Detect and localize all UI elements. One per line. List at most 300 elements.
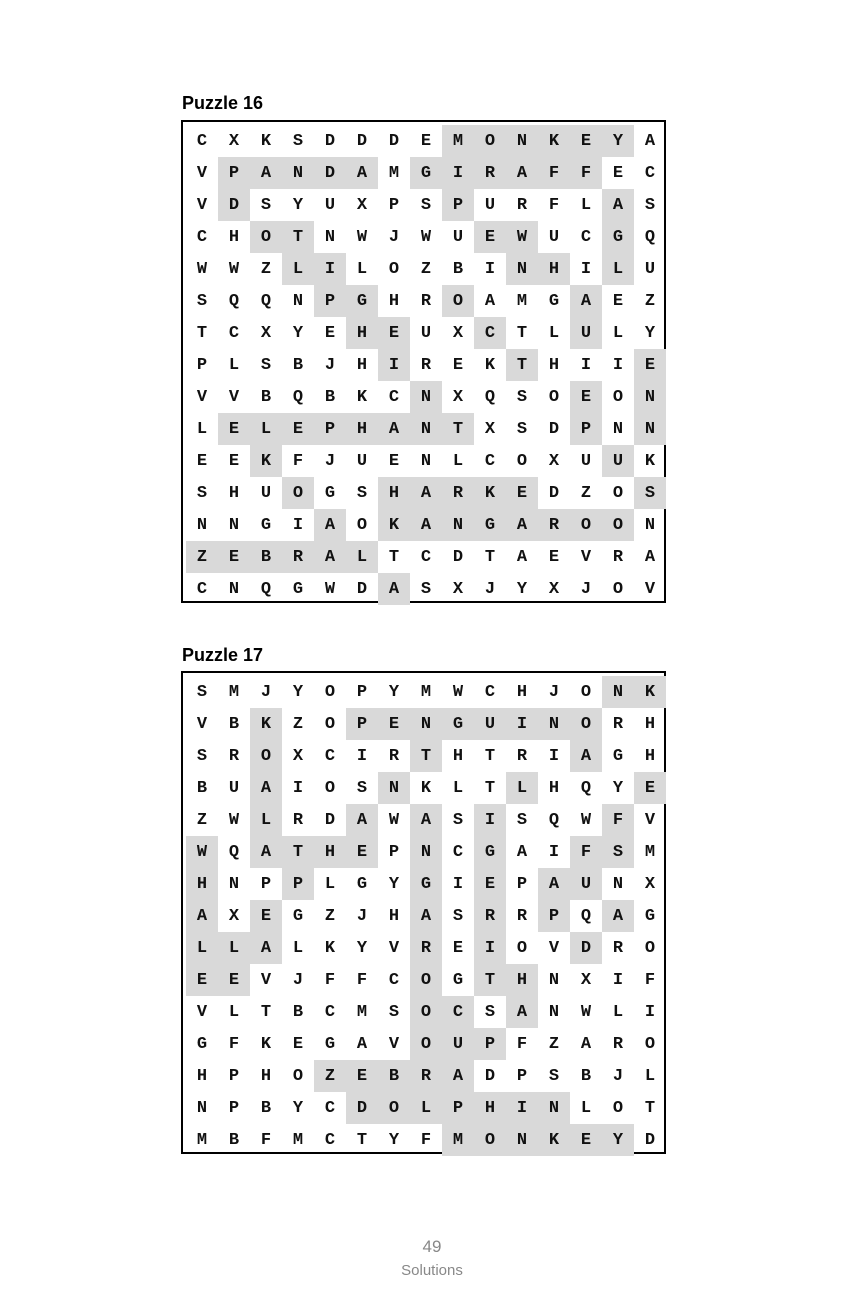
- grid-cell: D: [314, 157, 346, 189]
- grid-cell: B: [292, 355, 304, 375]
- grid-cell: G: [346, 285, 378, 317]
- grid-cell: M: [420, 682, 432, 702]
- grid-cell: U: [228, 778, 240, 798]
- grid-cell: E: [346, 836, 378, 868]
- grid-cell: O: [410, 1028, 442, 1060]
- grid-cell: E: [634, 349, 666, 381]
- grid-cell: A: [506, 157, 538, 189]
- grid-cell: U: [484, 195, 496, 215]
- grid-cell: K: [634, 676, 666, 708]
- grid-cell: S: [516, 810, 528, 830]
- grid-cell: E: [186, 964, 218, 996]
- grid-cell: F: [228, 1034, 240, 1054]
- grid-cell: S: [196, 483, 208, 503]
- grid-cell: A: [516, 547, 528, 567]
- grid-cell: E: [378, 708, 410, 740]
- grid-cell: R: [516, 906, 528, 926]
- grid-cell: A: [602, 900, 634, 932]
- grid-cell: E: [388, 451, 400, 471]
- grid-cell: I: [474, 932, 506, 964]
- grid-cell: L: [228, 355, 240, 375]
- grid-cell: P: [516, 874, 528, 894]
- grid-cell: E: [292, 1034, 304, 1054]
- grid-cell: P: [538, 900, 570, 932]
- grid-cell: Z: [548, 1034, 560, 1054]
- grid-cell: I: [378, 349, 410, 381]
- grid-cell: I: [580, 355, 592, 375]
- grid-cell: T: [282, 836, 314, 868]
- grid-cell: D: [356, 131, 368, 151]
- grid-cell: C: [196, 579, 208, 599]
- grid-cell: I: [612, 355, 624, 375]
- grid-cell: T: [442, 413, 474, 445]
- grid-cell: O: [612, 579, 624, 599]
- grid-cell: Q: [260, 291, 272, 311]
- grid-cell: D: [388, 131, 400, 151]
- grid-cell: G: [410, 868, 442, 900]
- grid-cell: Y: [388, 1130, 400, 1150]
- grid-cell: H: [356, 355, 368, 375]
- grid-cell: U: [452, 227, 464, 247]
- grid-cell: C: [484, 682, 496, 702]
- grid-cell: N: [410, 381, 442, 413]
- grid-cell: R: [442, 477, 474, 509]
- grid-cell: M: [442, 125, 474, 157]
- grid-cell: S: [420, 195, 432, 215]
- grid-cell: S: [420, 579, 432, 599]
- grid-cell: B: [378, 1060, 410, 1092]
- grid-cell: P: [474, 1028, 506, 1060]
- grid-cell: W: [228, 259, 240, 279]
- grid-cell: I: [612, 970, 624, 990]
- grid-cell: W: [228, 810, 240, 830]
- grid-cell: C: [420, 547, 432, 567]
- grid-cell: O: [612, 483, 624, 503]
- grid-cell: H: [538, 253, 570, 285]
- grid-cell: A: [378, 413, 410, 445]
- grid-cell: N: [612, 419, 624, 439]
- grid-cell: Z: [260, 259, 272, 279]
- grid-cell: T: [388, 547, 400, 567]
- grid-cell: K: [250, 708, 282, 740]
- grid-cell: Q: [260, 579, 272, 599]
- grid-cell: Y: [292, 195, 304, 215]
- grid-cell: C: [196, 227, 208, 247]
- grid-cell: Y: [292, 682, 304, 702]
- grid-cell: P: [442, 1092, 474, 1124]
- grid-cell: L: [580, 195, 592, 215]
- grid-cell: B: [196, 778, 208, 798]
- grid-cell: X: [260, 323, 272, 343]
- grid-cell: J: [292, 970, 304, 990]
- grid-cell: H: [452, 746, 464, 766]
- grid-cell: H: [644, 746, 656, 766]
- grid-cell: G: [474, 836, 506, 868]
- grid-cell: H: [644, 714, 656, 734]
- grid-cell: Z: [186, 541, 218, 573]
- grid-cell: S: [484, 1002, 496, 1022]
- grid-cell: K: [378, 509, 410, 541]
- grid-cell: I: [548, 746, 560, 766]
- grid-cell: O: [410, 996, 442, 1028]
- grid-cell: O: [292, 1066, 304, 1086]
- grid-cell: X: [644, 874, 656, 894]
- grid-cell: E: [570, 1124, 602, 1156]
- grid-cell: I: [314, 253, 346, 285]
- grid-cell: S: [196, 291, 208, 311]
- grid-cell: L: [282, 253, 314, 285]
- grid-cell: F: [570, 836, 602, 868]
- grid-cell: O: [644, 1034, 656, 1054]
- grid-cell: I: [506, 708, 538, 740]
- grid-cell: M: [442, 1124, 474, 1156]
- grid-cell: V: [196, 163, 208, 183]
- grid-cell: X: [452, 323, 464, 343]
- grid-cell: H: [346, 317, 378, 349]
- grid-cell: N: [292, 291, 304, 311]
- grid-cell: L: [250, 413, 282, 445]
- grid-cell: E: [452, 938, 464, 958]
- grid-cell: Y: [612, 778, 624, 798]
- grid-cell: M: [292, 1130, 304, 1150]
- grid-cell: T: [260, 1002, 272, 1022]
- grid-cell: G: [612, 746, 624, 766]
- grid-cell: E: [570, 125, 602, 157]
- grid-cell: L: [506, 772, 538, 804]
- grid-cell: U: [644, 259, 656, 279]
- grid-cell: O: [250, 740, 282, 772]
- puzzle-16-grid: [181, 120, 666, 603]
- grid-cell: V: [228, 387, 240, 407]
- grid-cell: N: [506, 1124, 538, 1156]
- grid-cell: L: [548, 323, 560, 343]
- grid-cell: U: [324, 195, 336, 215]
- grid-cell: C: [324, 746, 336, 766]
- grid-cell: W: [324, 579, 336, 599]
- grid-cell: T: [410, 740, 442, 772]
- grid-cell: F: [516, 1034, 528, 1054]
- grid-cell: A: [602, 189, 634, 221]
- grid-cell: L: [612, 323, 624, 343]
- grid-cell: E: [218, 541, 250, 573]
- grid-cell: S: [260, 195, 272, 215]
- grid-cell: B: [228, 1130, 240, 1150]
- grid-cell: G: [442, 708, 474, 740]
- grid-cell: I: [580, 259, 592, 279]
- grid-cell: P: [516, 1066, 528, 1086]
- grid-cell: N: [634, 381, 666, 413]
- grid-cell: B: [324, 387, 336, 407]
- grid-cell: I: [356, 746, 368, 766]
- grid-cell: B: [580, 1066, 592, 1086]
- grid-cell: S: [260, 355, 272, 375]
- grid-cell: M: [644, 842, 656, 862]
- grid-cell: L: [602, 253, 634, 285]
- grid-cell: X: [548, 451, 560, 471]
- grid-cell: M: [388, 163, 400, 183]
- grid-cell: N: [548, 970, 560, 990]
- grid-cell: E: [420, 131, 432, 151]
- grid-cell: U: [420, 323, 432, 343]
- grid-cell: D: [218, 189, 250, 221]
- grid-cell: A: [378, 573, 410, 605]
- grid-cell: N: [196, 515, 208, 535]
- grid-cell: A: [580, 1034, 592, 1054]
- grid-cell: D: [356, 579, 368, 599]
- grid-cell: J: [324, 451, 336, 471]
- grid-cell: A: [314, 541, 346, 573]
- grid-cell: O: [324, 778, 336, 798]
- grid-cell: B: [228, 714, 240, 734]
- grid-cell: N: [644, 515, 656, 535]
- grid-cell: T: [484, 746, 496, 766]
- grid-cell: Y: [602, 1124, 634, 1156]
- grid-cell: H: [548, 778, 560, 798]
- grid-cell: R: [388, 746, 400, 766]
- grid-cell: R: [612, 547, 624, 567]
- grid-cell: W: [186, 836, 218, 868]
- grid-cell: W: [506, 221, 538, 253]
- grid-cell: P: [228, 1098, 240, 1118]
- grid-cell: B: [260, 1098, 272, 1118]
- grid-cell: H: [314, 836, 346, 868]
- grid-cell: R: [420, 355, 432, 375]
- grid-cell: D: [548, 419, 560, 439]
- grid-cell: I: [442, 157, 474, 189]
- grid-cell: B: [260, 387, 272, 407]
- grid-cell: A: [506, 996, 538, 1028]
- grid-cell: J: [548, 682, 560, 702]
- grid-cell: G: [410, 157, 442, 189]
- grid-cell: D: [570, 932, 602, 964]
- grid-cell: G: [644, 906, 656, 926]
- grid-cell: T: [282, 221, 314, 253]
- grid-cell: H: [506, 964, 538, 996]
- grid-cell: P: [346, 708, 378, 740]
- grid-cell: Z: [324, 906, 336, 926]
- grid-cell: Y: [516, 579, 528, 599]
- grid-cell: J: [580, 579, 592, 599]
- grid-cell: X: [484, 419, 496, 439]
- grid-cell: R: [420, 291, 432, 311]
- grid-cell: L: [218, 932, 250, 964]
- grid-cell: H: [388, 906, 400, 926]
- grid-cell: E: [452, 355, 464, 375]
- grid-cell: V: [644, 810, 656, 830]
- grid-cell: F: [644, 970, 656, 990]
- grid-cell: R: [228, 746, 240, 766]
- grid-cell: I: [644, 1002, 656, 1022]
- grid-cell: Z: [292, 714, 304, 734]
- grid-cell: Q: [580, 778, 592, 798]
- puzzle-16-title: Puzzle 16: [182, 93, 264, 113]
- grid-cell: N: [282, 157, 314, 189]
- grid-cell: J: [260, 682, 272, 702]
- grid-cell: D: [484, 1066, 496, 1086]
- grid-cell: N: [228, 874, 240, 894]
- grid-cell: E: [634, 772, 666, 804]
- grid-cell: N: [410, 413, 442, 445]
- grid-cell: L: [644, 1066, 656, 1086]
- grid-cell: I: [474, 804, 506, 836]
- grid-cell: L: [196, 419, 208, 439]
- grid-cell: V: [196, 714, 208, 734]
- grid-cell: O: [570, 708, 602, 740]
- grid-cell: H: [228, 483, 240, 503]
- grid-cell: C: [324, 1130, 336, 1150]
- grid-cell: E: [474, 868, 506, 900]
- grid-cell: W: [580, 1002, 592, 1022]
- grid-cell: I: [548, 842, 560, 862]
- grid-cell: O: [282, 477, 314, 509]
- grid-cell: O: [580, 682, 592, 702]
- grid-cell: R: [516, 746, 528, 766]
- grid-cell: C: [324, 1002, 336, 1022]
- grid-cell: S: [452, 810, 464, 830]
- grid-cell: H: [228, 227, 240, 247]
- grid-cell: V: [580, 547, 592, 567]
- grid-cell: A: [644, 547, 656, 567]
- grid-cell: P: [196, 355, 208, 375]
- grid-cell: A: [410, 804, 442, 836]
- grid-cell: X: [292, 746, 304, 766]
- grid-cell: M: [356, 1002, 368, 1022]
- grid-cell: N: [538, 1092, 570, 1124]
- grid-cell: A: [644, 131, 656, 151]
- grid-cell: A: [346, 157, 378, 189]
- grid-cell: D: [644, 1130, 656, 1150]
- grid-cell: K: [260, 131, 272, 151]
- grid-cell: R: [474, 157, 506, 189]
- grid-cell: C: [442, 996, 474, 1028]
- grid-cell: L: [356, 259, 368, 279]
- grid-cell: P: [260, 874, 272, 894]
- grid-cell: K: [420, 778, 432, 798]
- grid-cell: K: [644, 451, 656, 471]
- grid-cell: P: [442, 189, 474, 221]
- grid-cell: N: [228, 515, 240, 535]
- grid-cell: E: [228, 451, 240, 471]
- grid-cell: W: [420, 227, 432, 247]
- grid-cell: S: [516, 419, 528, 439]
- grid-cell: K: [250, 445, 282, 477]
- grid-cell: W: [388, 810, 400, 830]
- grid-cell: E: [570, 381, 602, 413]
- grid-cell: X: [452, 579, 464, 599]
- grid-cell: D: [346, 1092, 378, 1124]
- grid-cell: T: [474, 964, 506, 996]
- grid-cell: N: [410, 708, 442, 740]
- puzzle-17-title: Puzzle 17: [182, 645, 264, 665]
- grid-cell: Z: [644, 291, 656, 311]
- grid-cell: T: [484, 778, 496, 798]
- grid-cell: C: [484, 451, 496, 471]
- grid-cell: A: [506, 509, 538, 541]
- grid-cell: V: [388, 938, 400, 958]
- grid-cell: S: [356, 483, 368, 503]
- grid-cell: S: [516, 387, 528, 407]
- grid-cell: O: [474, 125, 506, 157]
- grid-cell: K: [356, 387, 368, 407]
- grid-cell: O: [612, 387, 624, 407]
- grid-cell: L: [452, 778, 464, 798]
- grid-cell: S: [634, 477, 666, 509]
- grid-cell: O: [250, 221, 282, 253]
- grid-cell: A: [516, 842, 528, 862]
- grid-cell: E: [218, 964, 250, 996]
- grid-cell: A: [410, 900, 442, 932]
- grid-cell: G: [260, 515, 272, 535]
- grid-cell: V: [644, 579, 656, 599]
- grid-cell: N: [324, 227, 336, 247]
- grid-cell: G: [548, 291, 560, 311]
- grid-cell: C: [580, 227, 592, 247]
- grid-cell: F: [292, 451, 304, 471]
- grid-cell: H: [346, 413, 378, 445]
- grid-cell: O: [474, 1124, 506, 1156]
- grid-cell: X: [548, 579, 560, 599]
- grid-cell: W: [356, 227, 368, 247]
- grid-cell: H: [516, 682, 528, 702]
- grid-cell: M: [196, 1130, 208, 1150]
- grid-cell: P: [282, 868, 314, 900]
- grid-cell: P: [314, 413, 346, 445]
- grid-cell: O: [548, 387, 560, 407]
- grid-cell: Q: [580, 906, 592, 926]
- grid-cell: N: [378, 772, 410, 804]
- grid-cell: D: [548, 483, 560, 503]
- grid-cell: A: [250, 157, 282, 189]
- grid-cell: B: [292, 1002, 304, 1022]
- page-number: 49: [422, 1237, 442, 1256]
- grid-cell: Q: [228, 842, 240, 862]
- grid-cell: H: [474, 1092, 506, 1124]
- grid-cell: E: [218, 413, 250, 445]
- grid-cell: F: [602, 804, 634, 836]
- grid-cell: M: [228, 682, 240, 702]
- grid-cell: U: [570, 317, 602, 349]
- grid-cell: K: [484, 355, 496, 375]
- grid-cell: R: [516, 195, 528, 215]
- grid-cell: C: [474, 317, 506, 349]
- grid-cell: R: [612, 714, 624, 734]
- grid-cell: A: [484, 291, 496, 311]
- grid-cell: U: [548, 227, 560, 247]
- grid-cell: H: [388, 291, 400, 311]
- grid-cell: L: [324, 874, 336, 894]
- grid-cell: T: [506, 349, 538, 381]
- grid-cell: S: [452, 906, 464, 926]
- grid-cell: U: [474, 708, 506, 740]
- grid-cell: C: [452, 842, 464, 862]
- grid-cell: N: [420, 451, 432, 471]
- grid-cell: T: [644, 1098, 656, 1118]
- grid-cell: O: [388, 259, 400, 279]
- grid-cell: X: [580, 970, 592, 990]
- grid-cell: N: [548, 1002, 560, 1022]
- grid-cell: E: [250, 900, 282, 932]
- grid-cell: W: [196, 259, 208, 279]
- grid-cell: L: [452, 451, 464, 471]
- grid-cell: I: [452, 874, 464, 894]
- grid-cell: D: [324, 131, 336, 151]
- grid-cell: J: [388, 227, 400, 247]
- grid-cell: E: [378, 317, 410, 349]
- grid-cell: R: [474, 900, 506, 932]
- grid-cell: P: [218, 157, 250, 189]
- grid-cell: U: [570, 868, 602, 900]
- grid-cell: E: [282, 413, 314, 445]
